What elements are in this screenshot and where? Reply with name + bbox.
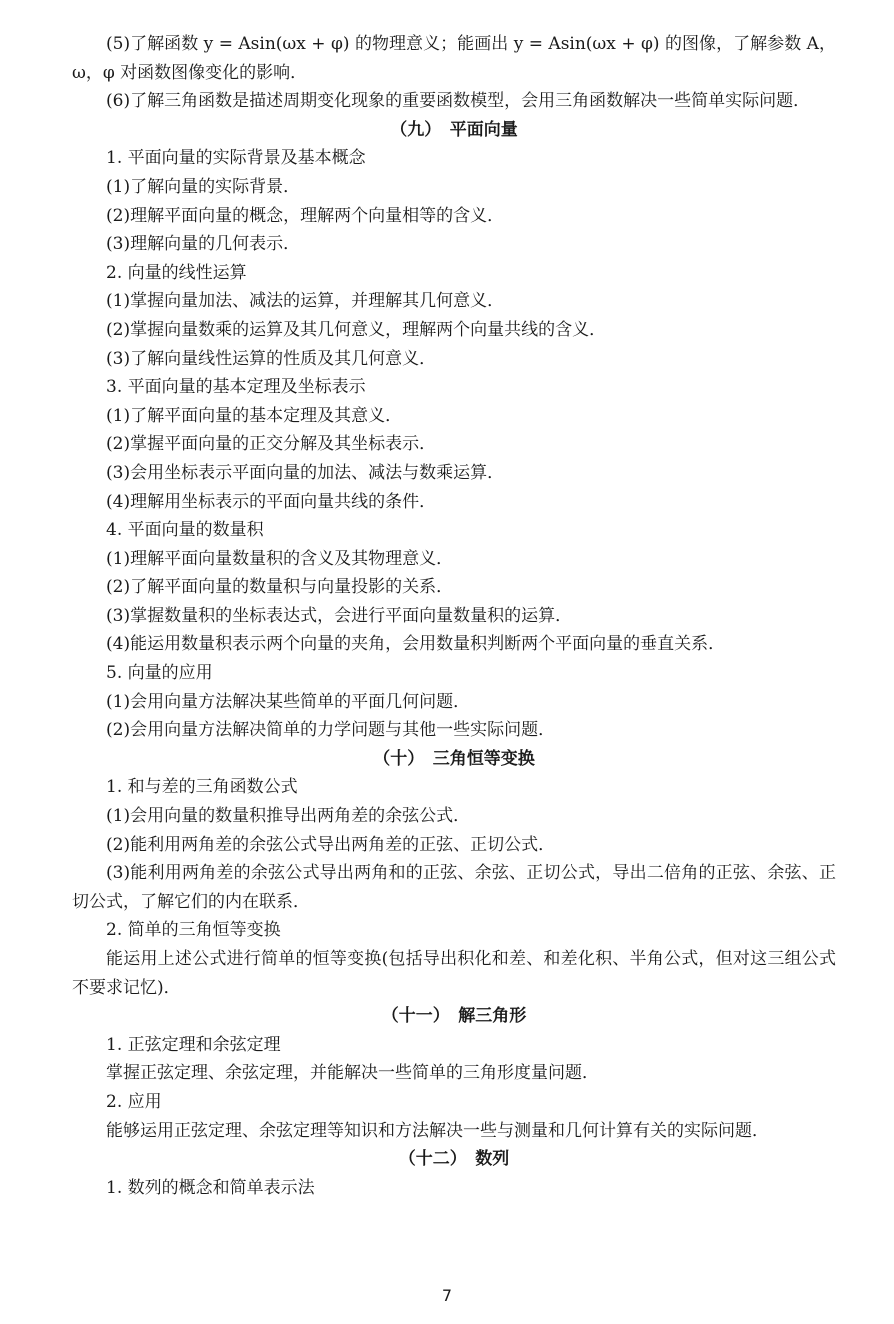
list-item: (3)理解向量的几何表示． [106, 234, 301, 255]
subsection-title: 3. 平面向量的基本定理及坐标表示 [106, 377, 366, 398]
section-heading-triangles: （十一） 解三角形 [381, 1006, 527, 1027]
list-item: (1)了解向量的实际背景． [106, 176, 301, 197]
list-item: (2)掌握平面向量的正交分解及其坐标表示． [106, 434, 437, 455]
list-item: (4)能运用数量积表示两个向量的夹角，会用数量积判断两个平面向量的垂直关系． [106, 634, 726, 655]
subsection-title: 2. 应用 [106, 1091, 162, 1112]
list-item: (1)掌握向量加法、减法的运算，并理解其几何意义． [106, 291, 505, 312]
subsection-title: 4. 平面向量的数量积 [106, 520, 264, 541]
paragraph: 能运用上述公式进行简单的恒等变换(包括导出积化和差、和差化积、半角公式，但对这三组公式不要求记忆)． [72, 949, 836, 998]
subsection-title: 1. 正弦定理和余弦定理 [106, 1034, 281, 1055]
subsection-title: 2. 简单的三角恒等变换 [106, 920, 281, 941]
document-body [72, 30, 836, 1202]
list-item: (1)理解平面向量数量积的含义及其物理意义． [106, 548, 454, 569]
section-heading-vectors: （九） 平面向量 [390, 119, 518, 140]
list-item: (4)理解用坐标表示的平面向量共线的条件． [106, 491, 437, 512]
paragraph: 能够运用正弦定理、余弦定理等知识和方法解决一些与测量和几何计算有关的实际问题． [106, 1120, 769, 1141]
list-item: (1)了解平面向量的基本定理及其意义． [106, 405, 403, 426]
list-item: (1)会用向量方法解决某些简单的平面几何问题． [106, 691, 471, 712]
list-item: (3)掌握数量积的坐标表达式，会进行平面向量数量积的运算． [106, 605, 573, 626]
subsection-title: 1. 和与差的三角函数公式 [106, 777, 298, 798]
list-item: (3)了解向量线性运算的性质及其几何意义． [106, 348, 437, 369]
page-number: 7 [441, 1286, 453, 1305]
subsection-title: 5. 向量的应用 [106, 663, 213, 684]
subsection-title: 2. 向量的线性运算 [106, 262, 247, 283]
list-item: (3)会用坐标表示平面向量的加法、减法与数乘运算． [106, 462, 505, 483]
list-item: (2)会用向量方法解决简单的力学问题与其他一些实际问题． [106, 720, 556, 741]
list-item: (2)掌握向量数乘的运算及其几何意义，理解两个向量共线的含义． [106, 319, 607, 340]
section-heading-trig-identities: （十） 三角恒等变换 [373, 748, 535, 769]
paragraph-item-6: (6)了解三角函数是描述周期变化现象的重要函数模型，会用三角函数解决一些简单实际问题． [106, 91, 811, 112]
paragraph: 掌握正弦定理、余弦定理，并能解决一些简单的三角形度量问题． [106, 1063, 599, 1084]
list-item: (2)能利用两角差的余弦公式导出两角差的正弦、正切公式． [106, 834, 556, 855]
list-item: (1)会用向量的数量积推导出两角差的余弦公式． [106, 806, 471, 827]
subsection-title: 1. 平面向量的实际背景及基本概念 [106, 148, 366, 169]
list-item: (3)能利用两角差的余弦公式导出两角和的正弦、余弦、正切公式，导出二倍角的正弦、余弦、正切公式，了解它们的内在联系． [72, 863, 836, 912]
paragraph-item-5: (5)了解函数 y = Asin(ωx + φ) 的物理意义；能画出 y = Asin(ωx + φ) 的图像，了解参数 A，ω，φ 对函数图像变化的影响． [72, 34, 836, 83]
list-item: (2)理解平面向量的概念，理解两个向量相等的含义． [106, 205, 505, 226]
list-item: (2)了解平面向量的数量积与向量投影的关系． [106, 577, 454, 598]
subsection-title: 1. 数列的概念和简单表示法 [106, 1177, 315, 1198]
section-heading-sequences: （十二） 数列 [398, 1149, 510, 1170]
